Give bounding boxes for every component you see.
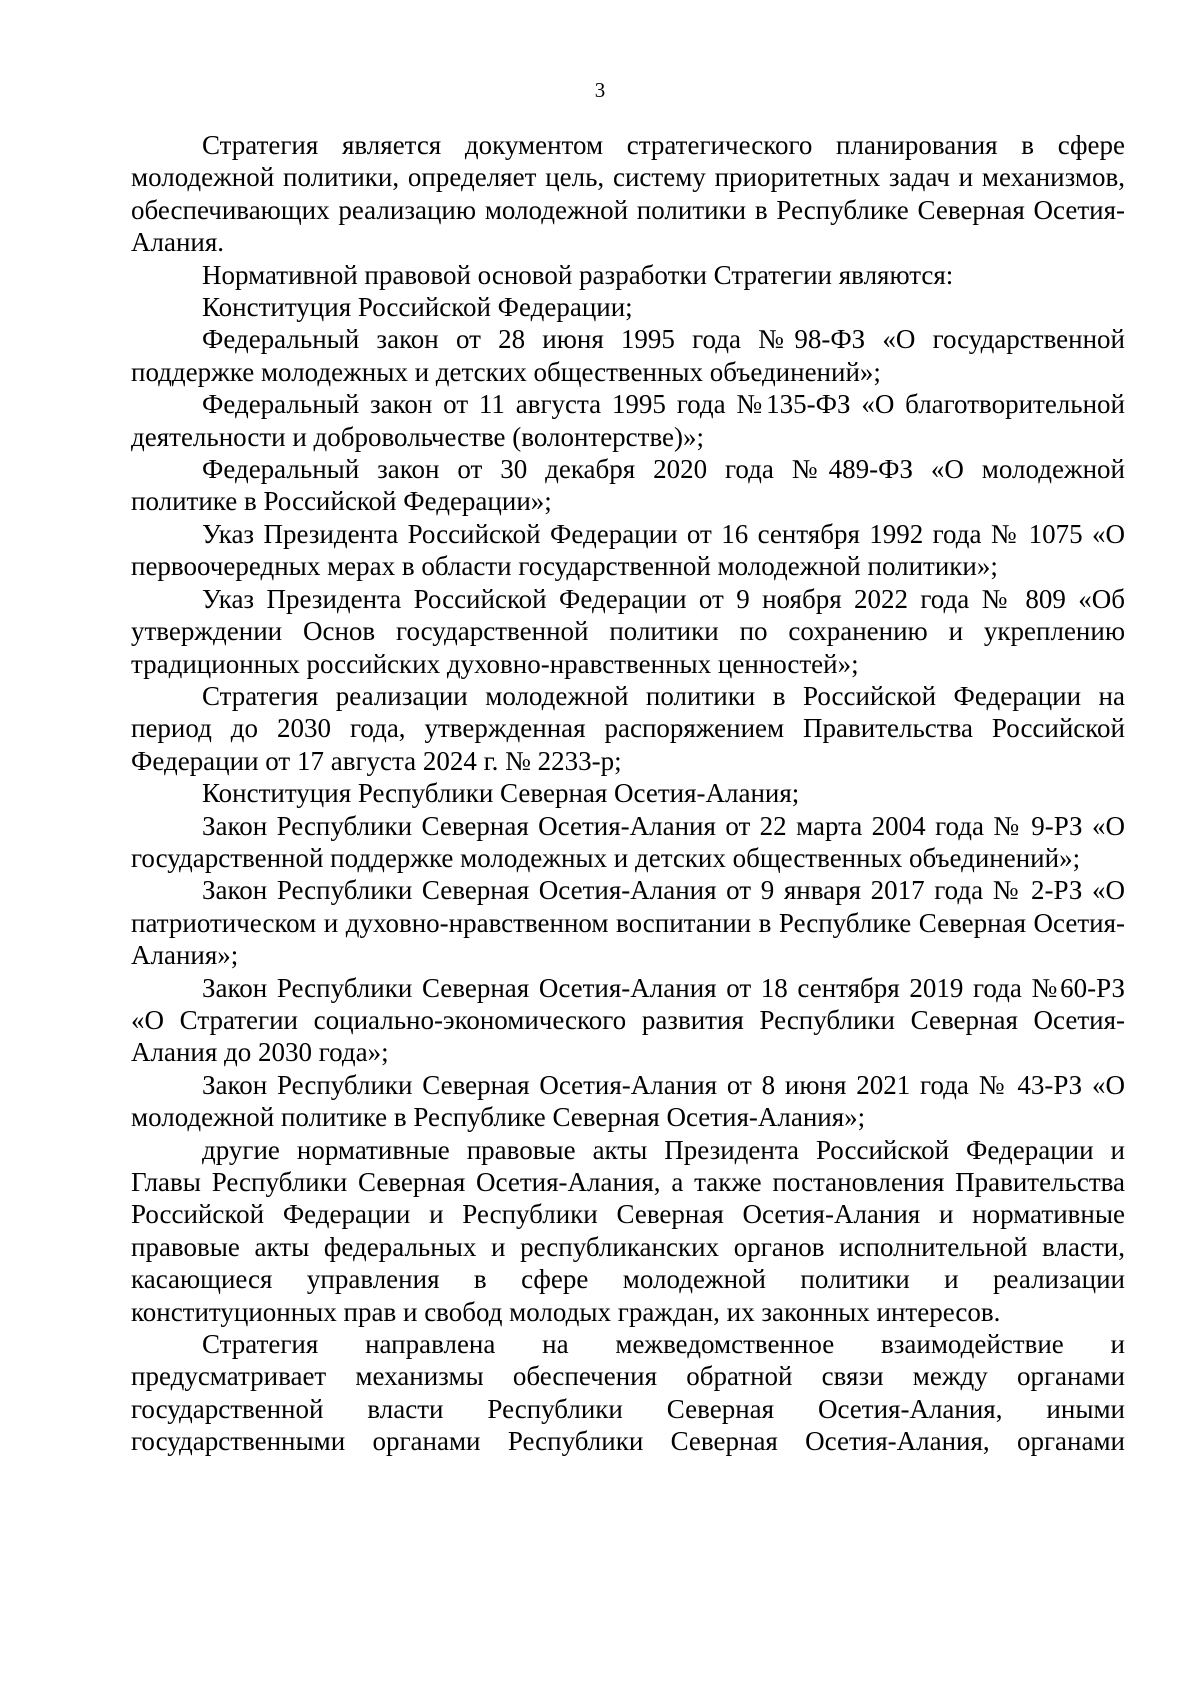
paragraph-law-60-rz: Закон Республики Северная Осетия-Алания от 18 сентября 2019 года №60-РЗ «О Стратегии социально-экономического развития Республики Северная Осетия-Алания до 2030 года»; — [131, 972, 1125, 1068]
paragraph-strategy-rf-2030: Стратегия реализации молодежной политики в Российской Федерации на период до 2030 года, утвержденная распоряжением Правительства Российской Федерации от 17 августа 2024 г. № 2233-р; — [131, 680, 1125, 776]
paragraph-law-2-rz: Закон Республики Северная Осетия-Алания от 9 января 2017 года № 2-РЗ «О патриотическом и духовно-нравственном воспитании в Республике Северная Осетия-Алания»; — [131, 875, 1125, 971]
paragraph-decree-1075: Указ Президента Российской Федерации от 16 сентября 1992 года № 1075 «О первоочередных мерах в области государственной молодежной политики»; — [131, 518, 1125, 582]
paragraph-law-9-rz: Закон Республики Северная Осетия-Алания от 22 марта 2004 года № 9-РЗ «О государственной поддержке молодежных и детских общественных объединений»; — [131, 810, 1125, 873]
paragraph-constitution-rf: Конституция Российской Федерации; — [202, 292, 633, 323]
document-body — [131, 129, 1125, 1458]
paragraph-other-acts: другие нормативные правовые акты Президента Российской Федерации и Главы Республики Северная Осетия-Алания, а также постановления Правительства Российской Федерации и Республики Северная Осетия-Алания и нормативные правовые акты федеральных и республиканских органов исполнительной власти, касающиеся управления в сфере молодежной политики и реализации конституционных прав и свобод молодых граждан, их законных интересов. — [131, 1134, 1125, 1327]
paragraph-legal-basis-intro: Нормативной правовой основой разработки Стратегии являются: — [202, 259, 954, 290]
paragraph-constitution-rso-a: Конституция Республики Северная Осетия-Алания; — [202, 778, 800, 809]
paragraph-strategy-definition: Стратегия является документом стратегического планирования в сфере молодежной политики, определяет цель, систему приоритетных задач и механизмов, обеспечивающих реализацию молодежной политики в Республике Северная Осетия-Алания. — [131, 130, 1125, 258]
page-number: 3 — [594, 78, 606, 102]
paragraph-federal-law-489: Федеральный закон от 30 декабря 2020 года №489-ФЗ «О молодежной политике в Российской Федерации»; — [131, 454, 1125, 517]
paragraph-federal-law-98: Федеральный закон от 28 июня 1995 года №98-ФЗ «О государственной поддержке молодежных и детских общественных объединений»; — [131, 324, 1125, 387]
paragraph-interagency-cooperation: Стратегия направлена на межведомственное взаимодействие и предусматривает механизмы обеспечения обратной связи между органами государственной власти Республики Северная Осетия-Алания, иными государственными органами Республики Северная Осетия-Алания, органами — [131, 1329, 1125, 1457]
paragraph-federal-law-135: Федеральный закон от 11 августа 1995 года №135-ФЗ «О благотворительной деятельности и добровольчестве (волонтерстве)»; — [131, 389, 1125, 452]
paragraph-decree-809: Указ Президента Российской Федерации от 9 ноября 2022 года № 809 «Об утверждении Основ государственной политики по сохранению и укреплению традиционных российских духовно-нравственных ценностей»; — [131, 583, 1125, 679]
paragraph-law-43-rz: Закон Республики Северная Осетия-Алания от 8 июня 2021 года № 43-РЗ «О молодежной политике в Республике Северная Осетия-Алания»; — [131, 1069, 1125, 1133]
